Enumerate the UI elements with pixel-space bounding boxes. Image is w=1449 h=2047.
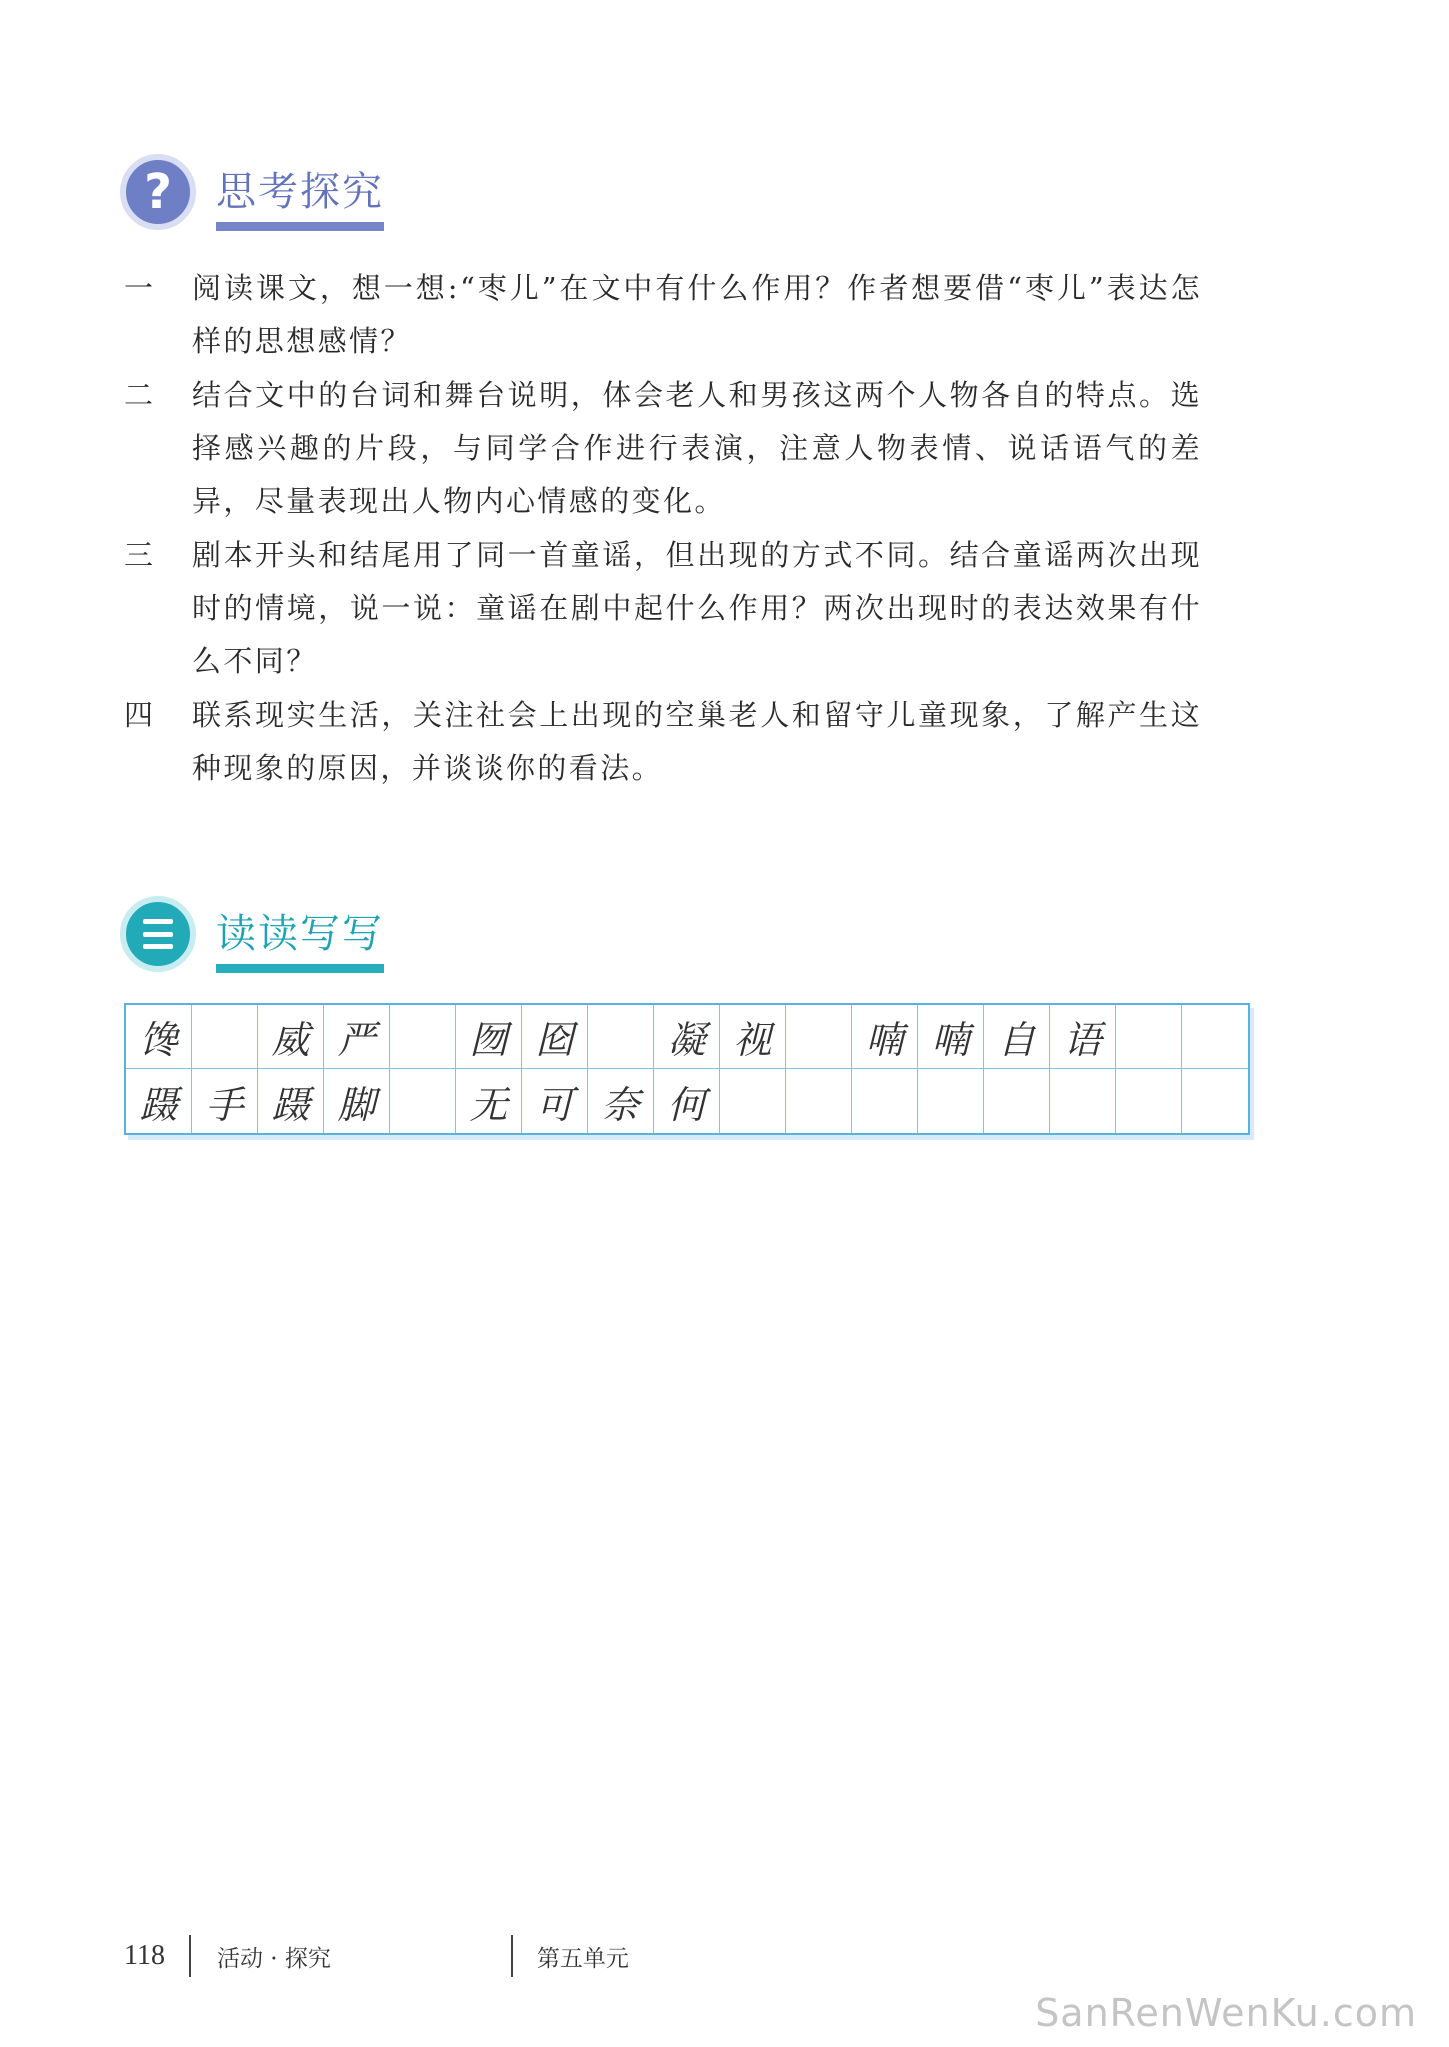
- grid-cell: 蹑: [258, 1069, 324, 1133]
- section-header-reading: [120, 896, 384, 972]
- question-text: 联系现实生活，关注社会上出现的空巢老人和留守儿童现象，了解产生这种现象的原因，并谈谈你的看法。: [192, 698, 1202, 785]
- question-item: [124, 369, 1274, 528]
- footer-divider: [189, 1935, 191, 1977]
- question-list: [124, 262, 1274, 796]
- grid-cell: 馋: [126, 1005, 192, 1069]
- grid-cell: [390, 1069, 456, 1133]
- grid-cell: [918, 1069, 984, 1133]
- watermark: SanRenWenKu.com: [1035, 1991, 1417, 2035]
- section-header-thinking: [120, 154, 384, 230]
- grid-row: [126, 1005, 1248, 1069]
- grid-cell: 无: [456, 1069, 522, 1133]
- question-icon: ?: [120, 154, 196, 230]
- section-title: 思考探究: [216, 168, 384, 215]
- grid-cell: 何: [654, 1069, 720, 1133]
- grid-cell: 喃: [918, 1005, 984, 1069]
- question-text: 结合文中的台词和舞台说明，体会老人和男孩这两个人物各自的特点。选择感兴趣的片段，与同学合作进行表演，注意人物表情、说话语气的差异，尽量表现出人物内心情感的变化。: [192, 378, 1202, 518]
- grid-cell: 喃: [852, 1005, 918, 1069]
- grid-cell: [1116, 1069, 1182, 1133]
- grid-cell: [588, 1005, 654, 1069]
- footer-section-label: 活动 · 探究: [216, 1945, 331, 1972]
- grid-cell: 可: [522, 1069, 588, 1133]
- grid-cell: [1050, 1069, 1116, 1133]
- question-item: [124, 529, 1274, 688]
- grid-cell: 囵: [522, 1005, 588, 1069]
- question-text: 阅读课文，想一想:“枣儿”在文中有什么作用？作者想要借“枣儿”表达怎样的思想感情？: [192, 271, 1202, 358]
- grid-cell: 囫: [456, 1005, 522, 1069]
- grid-cell: 视: [720, 1005, 786, 1069]
- question-number: 四: [124, 698, 154, 732]
- grid-cell: 自: [984, 1005, 1050, 1069]
- grid-cell: [1116, 1005, 1182, 1069]
- grid-cell: [786, 1069, 852, 1133]
- grid-cell: [390, 1005, 456, 1069]
- grid-cell: [786, 1005, 852, 1069]
- section-title-wrap: [216, 902, 384, 967]
- grid-cell: [984, 1069, 1050, 1133]
- grid-cell: 威: [258, 1005, 324, 1069]
- question-number: 一: [124, 271, 154, 305]
- word-grid: [124, 1003, 1250, 1135]
- grid-cell: 蹑: [126, 1069, 192, 1133]
- section-title: 读读写写: [216, 910, 384, 957]
- title-underline: [216, 222, 384, 231]
- grid-cell: 严: [324, 1005, 390, 1069]
- grid-cell: 手: [192, 1069, 258, 1133]
- grid-cell: [1182, 1005, 1248, 1069]
- question-number: 三: [124, 538, 154, 572]
- grid-cell: [852, 1069, 918, 1133]
- grid-cell: [1182, 1069, 1248, 1133]
- footer-divider: [511, 1935, 513, 1977]
- title-underline: [216, 964, 384, 973]
- question-text: 剧本开头和结尾用了同一首童谣，但出现的方式不同。结合童谣两次出现时的情境，说一说：童谣在剧中起什么作用？两次出现时的表达效果有什么不同？: [192, 538, 1202, 678]
- page-footer: [124, 1935, 629, 1977]
- grid-cell: 奈: [588, 1069, 654, 1133]
- grid-cell: 脚: [324, 1069, 390, 1133]
- list-icon: [120, 896, 196, 972]
- grid-row: [126, 1069, 1248, 1133]
- grid-cell: 凝: [654, 1005, 720, 1069]
- grid-cell: 语: [1050, 1005, 1116, 1069]
- grid-cell: [192, 1005, 258, 1069]
- page-number: 118: [124, 1940, 165, 1971]
- question-item: [124, 262, 1274, 368]
- section-title-wrap: [216, 160, 384, 225]
- footer-unit-label: 第五单元: [536, 1945, 629, 1972]
- question-item: [124, 689, 1274, 795]
- question-number: 二: [124, 378, 154, 412]
- grid-cell: [720, 1069, 786, 1133]
